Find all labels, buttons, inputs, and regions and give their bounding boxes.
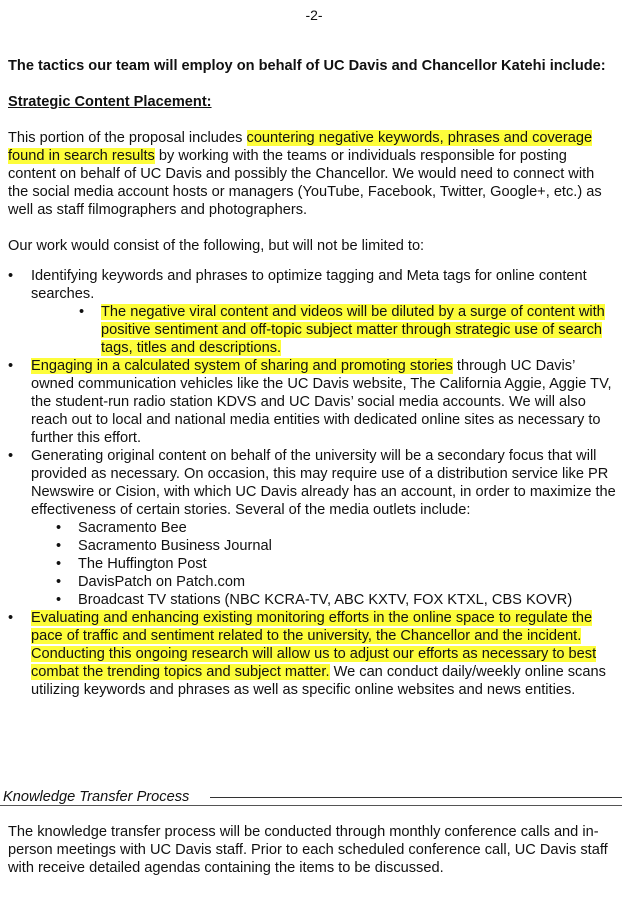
paragraph-intro-text: This portion of the proposal includes	[8, 130, 247, 146]
list-item-text: Identifying keywords and phrases to optimize tagging and Meta tags for online content searches.	[31, 268, 587, 302]
section-title-strategic-content: Strategic Content Placement:	[8, 94, 212, 110]
list-item	[8, 447, 616, 609]
section-divider-lower	[0, 805, 622, 806]
paragraph-intro	[8, 129, 616, 219]
section-title-knowledge-transfer: Knowledge Transfer Process	[3, 789, 190, 805]
highlighted-text: countering negative keywords, phrases and coverage found in search results	[8, 130, 593, 164]
sub-list-item	[101, 303, 616, 357]
highlighted-text: The negative viral content and videos will be diluted by a surge of content with positive sentiment and off-topic subject matter through strategic use of search tags, titles and descriptions.	[101, 304, 605, 356]
media-outlet-item: • Sacramento Business Journal	[78, 537, 616, 555]
list-item	[8, 357, 616, 447]
paragraph-work-consists: Our work would consist of the following, but will not be limited to:	[8, 238, 425, 254]
sub-list	[31, 303, 616, 357]
media-outlet-item: • The Huffington Post	[78, 555, 616, 573]
list-item-text: Generating original content on behalf of the university will be a secondary focus that will provided as necessary. On occasion, this may require use of a distribution service like PR Newswire or Cision, with which UC Davis already has an account, in order to maximize the effectiveness of certain stories. Several of the media outlets include:	[31, 448, 616, 518]
page-number: -2-	[305, 7, 323, 23]
document-heading: The tactics our team will employ on behalf of UC Davis and Chancellor Katehi include:	[8, 58, 606, 74]
list-item	[8, 267, 616, 357]
media-outlet-item: • DavisPatch on Patch.com	[78, 573, 616, 591]
media-outlets-list	[31, 519, 616, 609]
list-item	[8, 609, 616, 699]
tactics-list	[8, 267, 616, 699]
list-item-text: We can conduct daily/weekly online scans utilizing keywords and phrases as well as specific online websites and news entities.	[31, 664, 606, 698]
highlighted-text: Engaging in a calculated system of sharing and promoting stories	[31, 358, 453, 374]
paragraph-intro-text-rest: by working with the teams or individuals responsible for posting content on behalf of UC Davis and possibly the Chancellor. We would need to connect with the social media account hosts or managers (YouTube, Facebook, Twitter, Google+, etc.) as well as staff filmographers and photographers.	[8, 148, 602, 218]
media-outlet-item: • Sacramento Bee	[78, 519, 616, 537]
section-divider	[210, 797, 622, 798]
document-body	[8, 57, 616, 699]
paragraph-knowledge-transfer: The knowledge transfer process will be conducted through monthly conference calls and in-person meetings with UC Davis staff. Prior to each scheduled conference call, UC Davis staff with receive detailed agendas containing the items to be discussed.	[8, 824, 608, 876]
highlighted-text: Evaluating and enhancing existing monitoring efforts in the online space to regulate the pace of traffic and sentiment related to the university, the Chancellor and the incident. Conducting this ongoing research will allow us to adjust our efforts as necessary to best combat the trending topics and subject matter.	[31, 610, 597, 680]
list-item-text: through UC Davis’ owned communication vehicles like the UC Davis website, The California Aggie, Aggie TV, the student-run radio station KDVS and UC Davis’ social media accounts. We will also reach out to local and national media entities with dedicated online sites as necessary to further this effort.	[31, 358, 612, 446]
media-outlet-item: • Broadcast TV stations (NBC KCRA-TV, ABC KXTV, FOX KTXL, CBS KOVR)	[78, 591, 616, 609]
